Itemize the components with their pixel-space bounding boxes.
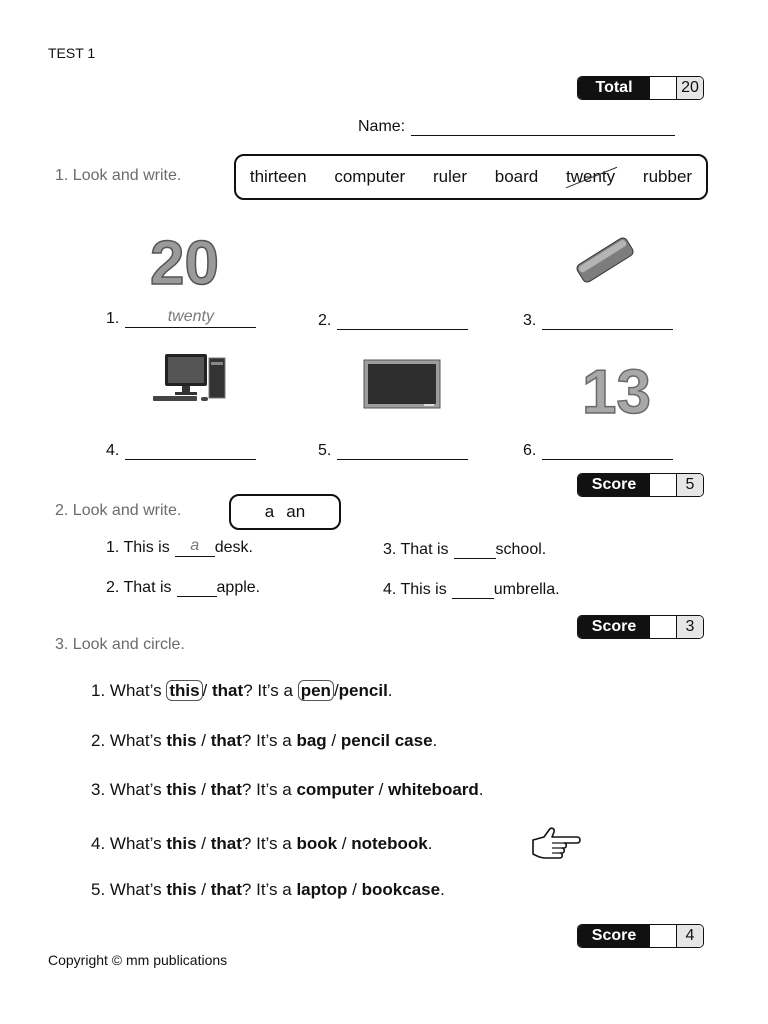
- item-1-number: 1.: [106, 310, 120, 327]
- section3-item-2-opt-that[interactable]: that: [210, 731, 242, 750]
- item-1: [106, 309, 256, 328]
- section3-item-1-opt-this[interactable]: this: [166, 680, 202, 701]
- section3-item-4-mid: ? It’s a: [241, 834, 292, 853]
- name-field[interactable]: [411, 117, 675, 136]
- section3-item-2-end: .: [432, 731, 438, 750]
- section3-item-5-mid: ? It’s a: [241, 880, 292, 899]
- word-a: a: [264, 502, 275, 521]
- item-3-blank[interactable]: [542, 311, 673, 330]
- section2-title: 2. Look and write.: [55, 502, 182, 519]
- section2-item-2-blank[interactable]: [177, 578, 217, 597]
- board-icon: [362, 358, 442, 415]
- section3-item-5-end: .: [440, 880, 445, 899]
- section3-item-1-question: What’s: [109, 681, 162, 700]
- section3-item-5-number: 5.: [91, 880, 106, 899]
- section3-item-1-sep2: /: [333, 681, 339, 700]
- section2-item-4-prefix: 4. This is: [383, 581, 447, 598]
- pointing-hand-icon: [530, 826, 584, 869]
- section2-item-1: [106, 538, 253, 557]
- name-label: Name:: [358, 118, 406, 135]
- section2-item-2: [106, 578, 260, 597]
- section3-item-3-end: .: [478, 780, 484, 799]
- section3-item-3: [91, 780, 484, 800]
- section3-item-2-sep2: /: [331, 731, 337, 750]
- section2-item-3: [383, 540, 546, 559]
- copyright: Copyright © mm publications: [48, 952, 228, 968]
- item-6-blank[interactable]: [542, 441, 673, 460]
- section2-item-3-suffix: school.: [495, 541, 547, 558]
- section3-item-1-number: 1.: [91, 681, 106, 700]
- item-2: [318, 311, 468, 330]
- word-computer: computer: [334, 167, 406, 186]
- total-box: [577, 76, 704, 100]
- section3-item-4-end: .: [427, 834, 433, 853]
- item-4-number: 4.: [106, 442, 120, 459]
- section3-item-2-number: 2.: [91, 731, 106, 750]
- item-5-number: 5.: [318, 442, 332, 459]
- section3-item-4-sep2: /: [341, 834, 347, 853]
- item-6: [523, 441, 673, 460]
- section1-score-box: [577, 473, 704, 497]
- item-1-answer: twenty: [167, 308, 214, 325]
- section1-title: 1. Look and write.: [55, 167, 182, 184]
- item-1-blank[interactable]: [125, 309, 256, 328]
- section3-item-5-opt-laptop[interactable]: laptop: [296, 880, 348, 899]
- item-4-blank[interactable]: [125, 441, 256, 460]
- section2-item-4: [383, 580, 560, 599]
- section3-item-1-end: .: [387, 681, 393, 700]
- section2-item-1-blank[interactable]: [175, 538, 215, 557]
- section3-item-5: [91, 880, 445, 900]
- item-5-blank[interactable]: [337, 441, 468, 460]
- section1-score-label: Score: [578, 474, 650, 496]
- item-5: [318, 441, 468, 460]
- section1-word-box: [234, 154, 708, 200]
- section2-item-1-suffix: desk.: [214, 539, 253, 556]
- section3-item-3-sep2: /: [378, 780, 384, 799]
- section2-word-box: [229, 494, 341, 530]
- section3-item-4-sep: /: [201, 834, 207, 853]
- rubber-eraser-icon: [572, 232, 638, 293]
- section3-item-1-opt-pencil[interactable]: pencil: [338, 681, 388, 700]
- section3-item-5-question: What’s: [109, 880, 162, 899]
- section3-item-4-opt-notebook[interactable]: notebook: [351, 834, 428, 853]
- section3-item-4-question: What’s: [109, 834, 162, 853]
- name-row: [358, 117, 675, 136]
- word-ruler: ruler: [432, 167, 467, 186]
- section3-item-1-sep: /: [202, 681, 208, 700]
- section3-score-value: 4: [677, 925, 703, 947]
- section3-item-1-opt-that[interactable]: that: [212, 681, 244, 700]
- section3-item-2-sep: /: [201, 731, 207, 750]
- section3-item-2-mid: ? It’s a: [241, 731, 292, 750]
- section2-score-value: 3: [677, 616, 703, 638]
- section2-score-box: [577, 615, 704, 639]
- section3-item-2-opt-this[interactable]: this: [166, 731, 197, 750]
- section2-item-4-blank[interactable]: [452, 580, 494, 599]
- section3-item-3-opt-whiteboard[interactable]: whiteboard: [388, 780, 479, 799]
- section3-item-3-number: 3.: [91, 780, 106, 799]
- computer-icon: [149, 350, 233, 413]
- word-board: board: [494, 167, 539, 186]
- item-4: [106, 441, 256, 460]
- section3-item-1-mid: ? It’s a: [243, 681, 293, 700]
- item-2-blank[interactable]: [337, 311, 468, 330]
- section2-item-3-blank[interactable]: [454, 540, 496, 559]
- section3-item-5-opt-this[interactable]: this: [166, 880, 197, 899]
- section3-score-box: [577, 924, 704, 948]
- section3-item-3-question: What’s: [109, 780, 162, 799]
- section3-item-4-number: 4.: [91, 834, 106, 853]
- section3-score-blank: [650, 925, 677, 947]
- section2-score-blank: [650, 616, 677, 638]
- word-twenty: twenty: [566, 167, 616, 186]
- item-6-number: 6.: [523, 442, 537, 459]
- section3-item-1-opt-pen[interactable]: pen: [298, 680, 334, 701]
- section2-item-4-suffix: umbrella.: [493, 581, 560, 598]
- section3-item-4-opt-that[interactable]: that: [210, 834, 242, 853]
- section2-score-label: Score: [578, 616, 650, 638]
- total-value: 20: [677, 77, 703, 99]
- total-label: Total: [578, 77, 650, 99]
- section3-item-4-opt-this[interactable]: this: [166, 834, 197, 853]
- svg-text:13: 13: [582, 358, 651, 419]
- section3-item-3-opt-that[interactable]: that: [210, 780, 242, 799]
- svg-text:20: 20: [150, 229, 219, 290]
- section3-item-4-opt-book[interactable]: book: [296, 834, 338, 853]
- section3-title: 3. Look and circle.: [55, 636, 185, 653]
- number-13-icon: [580, 355, 660, 424]
- section1-score-value: 5: [677, 474, 703, 496]
- item-3-number: 3.: [523, 312, 537, 329]
- section3-item-3-mid: ? It’s a: [241, 780, 292, 799]
- number-20-icon: [148, 228, 224, 295]
- word-an: an: [286, 502, 306, 521]
- section3-item-3-sep: /: [201, 780, 207, 799]
- section3-item-4: [91, 834, 432, 854]
- section1-score-blank: [650, 474, 677, 496]
- section3-item-2: [91, 731, 437, 751]
- section2-item-2-suffix: apple.: [216, 579, 261, 596]
- word-rubber: rubber: [642, 167, 693, 186]
- section3-item-3-opt-computer[interactable]: computer: [296, 780, 374, 799]
- section2-item-1-answer: a: [190, 537, 200, 554]
- section3-item-5-sep: /: [201, 880, 207, 899]
- section3-item-2-opt-pencil-case[interactable]: pencil case: [340, 731, 433, 750]
- section3-item-5-opt-that[interactable]: that: [210, 880, 242, 899]
- section3-item-1: [91, 681, 393, 701]
- section2-item-1-prefix: 1. This is: [106, 539, 170, 556]
- section2-item-2-prefix: 2. That is: [106, 579, 172, 596]
- section3-score-label: Score: [578, 925, 650, 947]
- test-label: TEST 1: [48, 45, 96, 61]
- section3-item-5-sep2: /: [352, 880, 357, 899]
- section3-item-2-question: What’s: [109, 731, 162, 750]
- total-blank: [650, 77, 677, 99]
- section3-item-3-opt-this[interactable]: this: [166, 780, 197, 799]
- item-2-number: 2.: [318, 312, 332, 329]
- section2-item-3-prefix: 3. That is: [383, 541, 449, 558]
- item-3: [523, 311, 673, 330]
- section3-item-2-opt-bag[interactable]: bag: [296, 731, 327, 750]
- word-thirteen: thirteen: [249, 167, 307, 186]
- section3-item-5-opt-bookcase[interactable]: bookcase: [361, 880, 441, 899]
